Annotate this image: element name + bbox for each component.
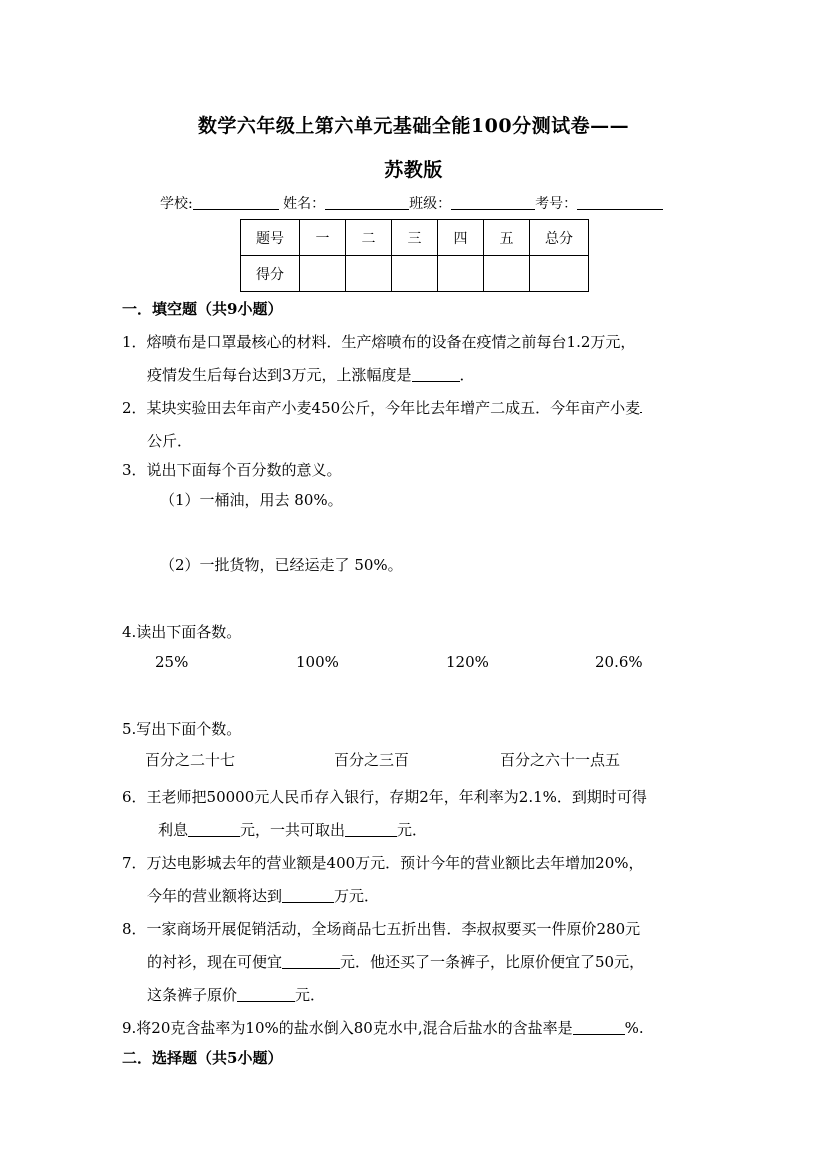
q4-item: 120% xyxy=(446,653,489,671)
score-label-cell: 得分 xyxy=(241,256,300,292)
class-field[interactable] xyxy=(451,195,535,210)
header-cell: 题号 xyxy=(241,220,300,256)
q1-line2 xyxy=(147,364,475,385)
q7-line2 xyxy=(147,885,379,906)
q2-line2: 公斤． xyxy=(147,432,193,450)
score-table-header-row xyxy=(241,220,589,256)
q3-line1: 3．说出下面每个百分数的意义。 xyxy=(122,461,342,479)
q9-line1 xyxy=(122,1017,644,1038)
q5-item: 百分之三百 xyxy=(334,751,410,769)
exam-title-line2: 苏教版 xyxy=(384,159,443,181)
q8-text-b: 元．他还买了一条裤子，比原价便宜了50元， xyxy=(340,953,645,971)
class-label: 班级： xyxy=(409,196,452,212)
q2-line1 xyxy=(122,397,642,418)
q9-answer-blank[interactable] xyxy=(573,1020,625,1035)
q1-text: 疫情发生后每台达到3万元，上涨幅度是 xyxy=(147,366,412,384)
number-field[interactable] xyxy=(577,195,663,210)
exam-title-line1: 数学六年级上第六单元基础全能100分测试卷—— xyxy=(197,115,630,137)
number-label: 考号： xyxy=(535,196,578,212)
score-cell[interactable] xyxy=(392,256,438,292)
q1-line1: 1．熔喷布是口罩最核心的材料．生产熔喷布的设备在疫情之前每台1.2万元， xyxy=(122,333,636,351)
q4-item: 100% xyxy=(296,653,339,671)
q4-line1: 4.读出下面各数。 xyxy=(122,623,242,641)
q8-line3 xyxy=(147,984,325,1005)
q4-item: 25% xyxy=(155,653,189,671)
q7-line1: 7．万达电影城去年的营业额是400万元．预计今年的营业额比去年增加20%， xyxy=(122,854,644,872)
q5-line1: 5.写出下面个数。 xyxy=(122,720,242,738)
section-2-heading: 二．选择题（共5小题） xyxy=(122,1049,283,1067)
q3-sub2: （2）一批货物，已经运走了 50%。 xyxy=(160,556,403,574)
q8-line2 xyxy=(147,951,644,972)
q5-item: 百分之二十七 xyxy=(145,751,236,769)
score-cell[interactable] xyxy=(530,256,589,292)
q6-line2 xyxy=(158,819,427,840)
q6-interest-blank[interactable] xyxy=(188,822,240,837)
section-1-heading: 一．填空题（共9小题） xyxy=(122,300,283,318)
q2-answer-blank[interactable] xyxy=(640,398,642,413)
school-field[interactable] xyxy=(193,195,279,210)
q1-answer-blank[interactable] xyxy=(412,367,460,382)
q6-total-blank[interactable] xyxy=(345,822,397,837)
q4-item: 20.6% xyxy=(595,653,643,671)
q6-text-a: 利息 xyxy=(158,821,189,839)
name-field[interactable] xyxy=(325,195,409,210)
q8-discount-blank[interactable] xyxy=(282,954,340,969)
q6-text-c: 元． xyxy=(397,821,428,839)
q8-text-c: 这条裤子原价 xyxy=(147,986,238,1004)
q6-text-b: 元，一共可取出 xyxy=(240,821,346,839)
school-label: 学校: xyxy=(160,196,193,212)
student-info-line xyxy=(160,193,663,213)
q7-answer-blank[interactable] xyxy=(282,888,334,903)
header-cell: 五 xyxy=(484,220,530,256)
q5-item: 百分之六十一点五 xyxy=(500,751,621,769)
q2-text: 2．某块实验田去年亩产小麦450公斤，今年比去年增产二成五．今年亩产小麦 xyxy=(122,399,641,417)
name-label: 姓名： xyxy=(283,196,326,212)
score-cell[interactable] xyxy=(300,256,346,292)
header-cell: 三 xyxy=(392,220,438,256)
q8-text-a: 的衬衫，现在可便宜 xyxy=(147,953,283,971)
q6-line1: 6．王老师把50000元人民币存入银行，存期2年，年利率为2.1%．到期时可得 xyxy=(122,788,647,806)
score-cell[interactable] xyxy=(346,256,392,292)
header-cell: 总分 xyxy=(530,220,589,256)
score-table xyxy=(240,219,589,292)
q9-end: %. xyxy=(624,1019,644,1037)
score-cell[interactable] xyxy=(438,256,484,292)
header-cell: 一 xyxy=(300,220,346,256)
q8-line1: 8．一家商场开展促销活动，全场商品七五折出售．李叔叔要买一件原价280元 xyxy=(122,920,641,938)
header-cell: 四 xyxy=(438,220,484,256)
header-cell: 二 xyxy=(346,220,392,256)
q3-sub1: （1）一桶油，用去 80%。 xyxy=(160,491,343,509)
q9-text: 9.将20克含盐率为10%的盐水倒入80克水中,混合后盐水的含盐率是 xyxy=(122,1019,573,1037)
q8-price-blank[interactable] xyxy=(237,987,295,1002)
q1-end: ． xyxy=(459,366,475,384)
score-cell[interactable] xyxy=(484,256,530,292)
score-table-score-row xyxy=(241,256,589,292)
q7-text-b: 万元． xyxy=(334,887,380,905)
q7-text-a: 今年的营业额将达到 xyxy=(147,887,283,905)
q8-text-d: 元． xyxy=(295,986,326,1004)
